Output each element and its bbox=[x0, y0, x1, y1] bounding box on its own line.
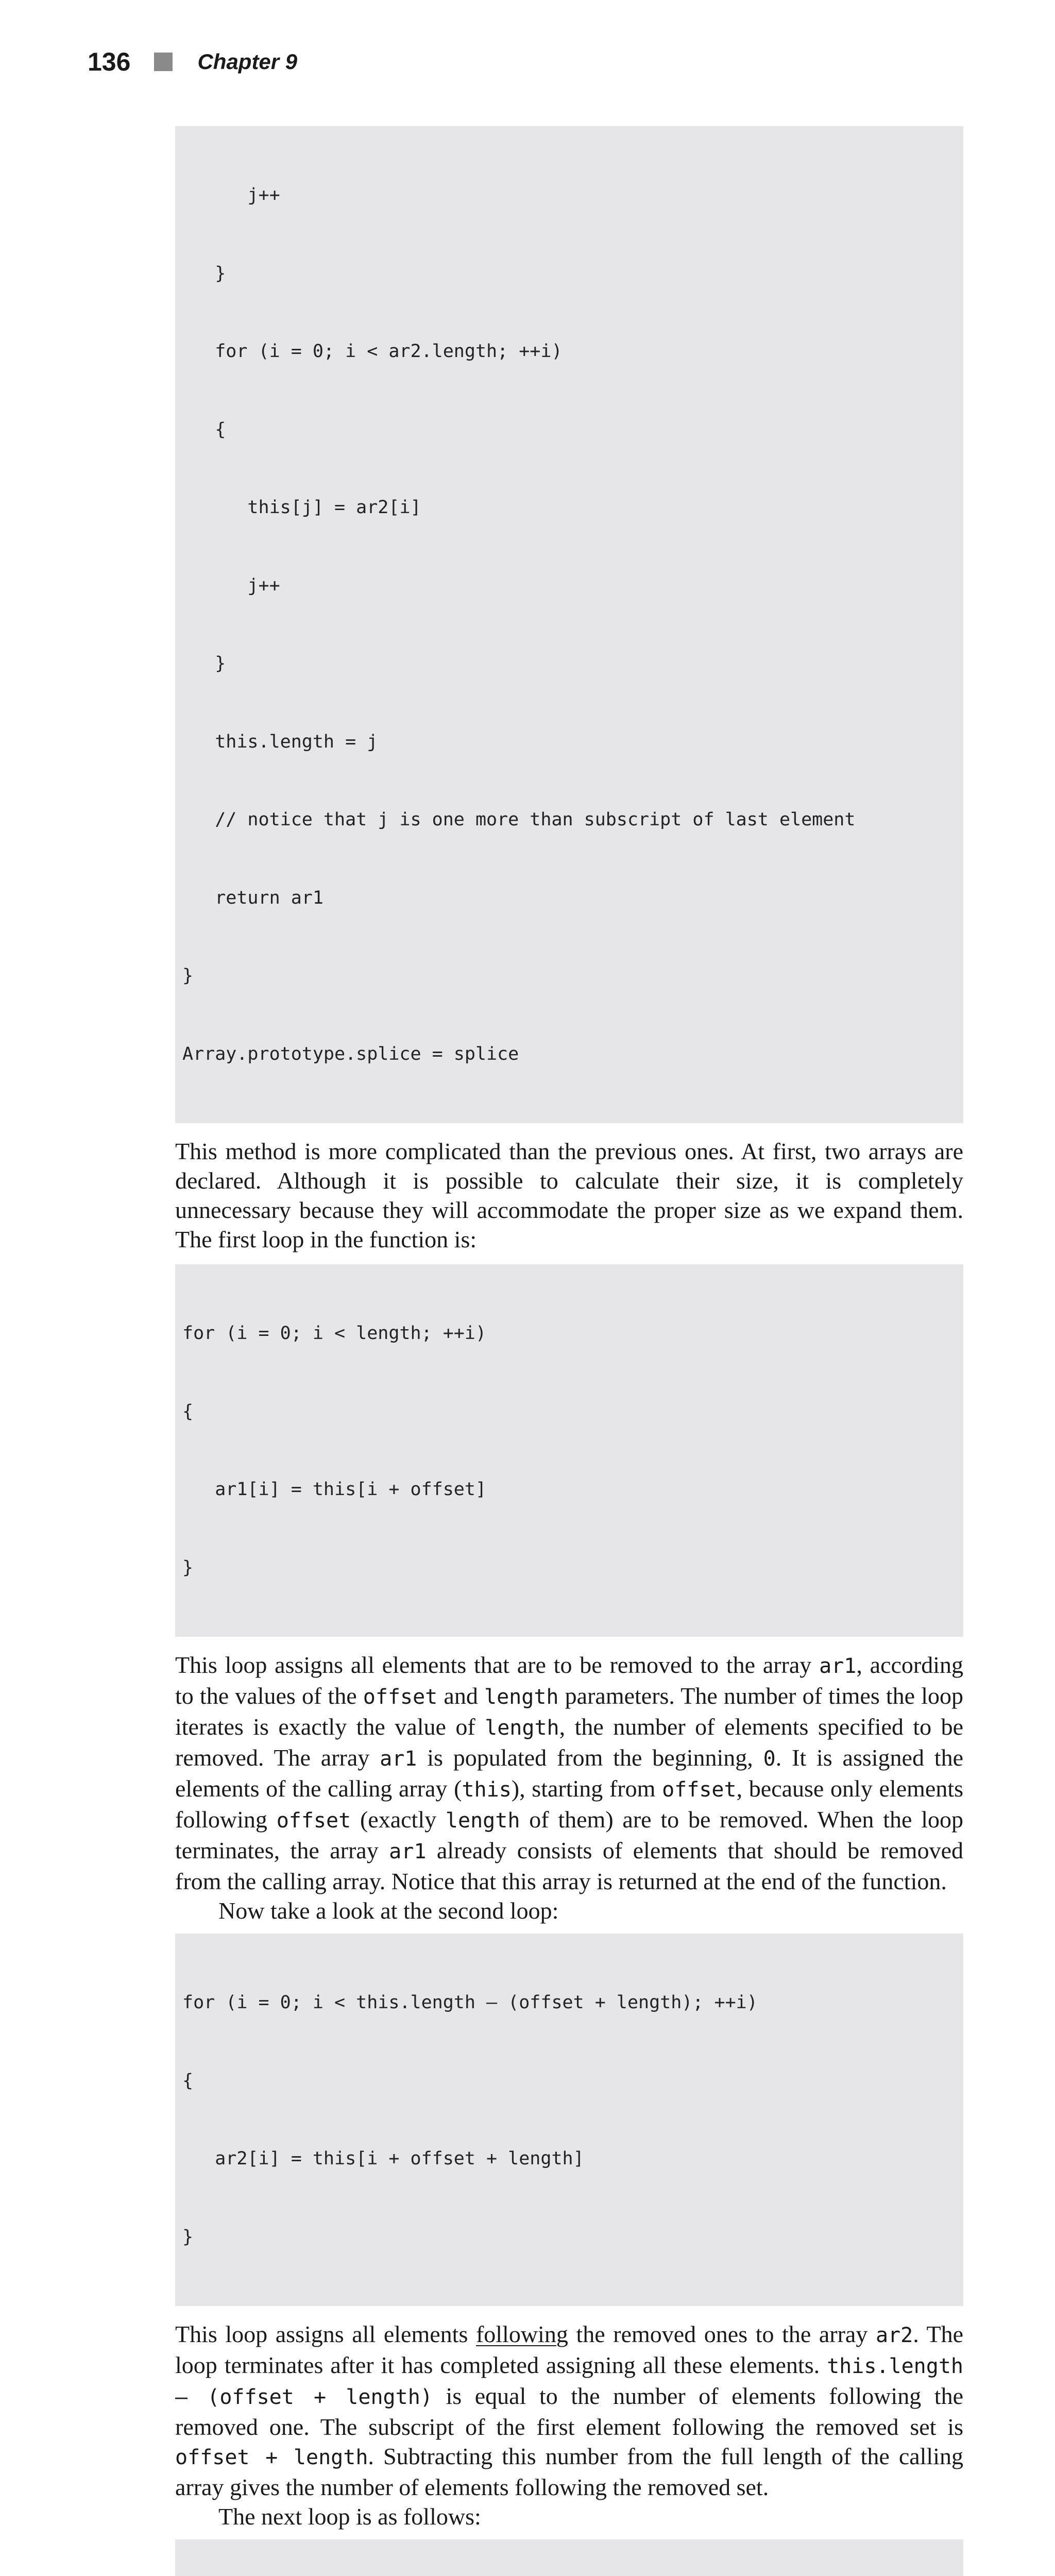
code-line: this[j] = ar2[i] bbox=[182, 497, 421, 518]
paragraph-method-intro: This method is more complicated than the previous ones. At first, two arrays are declared. Although it is possible to calculate their size, it is completely unnecessary because they will accommodate the proper size as we expand them. The first loop in the function is: bbox=[175, 1138, 963, 1252]
paragraph-next-loop-intro: The next loop is as follows: bbox=[218, 2503, 481, 2530]
code-line: { bbox=[182, 419, 226, 440]
inline-code: this bbox=[462, 1778, 512, 1802]
text-run: and bbox=[437, 1683, 485, 1709]
paragraph-first-loop-explanation bbox=[175, 1650, 963, 1896]
inline-code: offset bbox=[276, 1809, 351, 1833]
code-line: // notice that j is one more than subscript of last element bbox=[182, 809, 856, 830]
text-run: , because only elements following bbox=[175, 1775, 964, 1833]
running-header bbox=[88, 45, 297, 78]
inline-code: ar2 bbox=[875, 2324, 913, 2347]
code-line: j++ bbox=[182, 575, 280, 596]
text-run: ), starting from bbox=[511, 1775, 662, 1802]
chapter-label: Chapter 9 bbox=[197, 49, 298, 74]
code-block-splice-end bbox=[175, 126, 963, 1123]
code-line: { bbox=[182, 1401, 194, 1422]
inline-code: offset bbox=[662, 1778, 737, 1802]
code-line: } bbox=[182, 263, 226, 284]
text-run: already consists of elements that should be removed from the calling array. Notice that this array is returned at the end of the function. bbox=[175, 1837, 964, 1894]
text-run: , the number of elements specified to be removed. The array bbox=[175, 1714, 963, 1771]
text-run: the removed ones to the array bbox=[568, 2321, 876, 2347]
code-line: } bbox=[182, 2226, 194, 2247]
header-square-ornament bbox=[154, 53, 173, 71]
underlined-word: following bbox=[475, 2321, 568, 2347]
inline-code: offset + length bbox=[175, 2446, 368, 2469]
code-line: for (i = 0; i < length; ++i) bbox=[182, 1323, 487, 1344]
code-block-first-loop bbox=[175, 1264, 963, 1637]
paragraph-second-loop-intro: Now take a look at the second loop: bbox=[218, 1897, 559, 1924]
inline-code: length bbox=[485, 1716, 559, 1740]
code-line: } bbox=[182, 1557, 194, 1578]
code-line: for (i = 0; i < this.length – (offset + length); ++i) bbox=[182, 1992, 758, 2013]
code-line: return ar1 bbox=[182, 887, 324, 908]
inline-code: ar1 bbox=[380, 1747, 417, 1771]
text-run: (exactly bbox=[351, 1806, 446, 1833]
code-line: } bbox=[182, 653, 226, 674]
code-line: } bbox=[182, 965, 194, 986]
code-line: { bbox=[182, 2070, 194, 2091]
inline-code: offset bbox=[363, 1685, 438, 1709]
code-block-second-loop bbox=[175, 1934, 963, 2306]
code-line: ar2[i] = this[i + offset + length] bbox=[182, 2148, 584, 2169]
text-run: is populated from the beginning, bbox=[417, 1744, 763, 1771]
inline-code: this.length – (offset + length) bbox=[175, 2354, 963, 2409]
page-number: 136 bbox=[88, 47, 131, 76]
code-line: Array.prototype.splice = splice bbox=[182, 1043, 519, 1064]
text-run: is equal to the number of elements following the removed one. The subscript of the first element following the removed set is bbox=[175, 2383, 963, 2440]
inline-code: ar1 bbox=[389, 1840, 427, 1863]
page-body bbox=[175, 126, 963, 2576]
inline-code: length bbox=[445, 1809, 520, 1833]
text-run: This loop assigns all elements bbox=[175, 2321, 476, 2347]
code-line: j++ bbox=[182, 185, 280, 206]
code-line: ar1[i] = this[i + offset] bbox=[182, 1479, 487, 1500]
text-run: of them) are to be removed. When the loop terminates, the array bbox=[175, 1806, 963, 1863]
paragraph-second-loop-explanation bbox=[175, 2319, 963, 2502]
text-run: . The loop terminates after it has completed assigning all these elements. bbox=[175, 2321, 964, 2378]
text-run: , according to the values of the bbox=[175, 1652, 963, 1709]
text-run: . Subtracting this number from the full length of the calling array gives the number of elements following the removed set. bbox=[175, 2443, 963, 2500]
inline-code: length bbox=[484, 1685, 559, 1709]
text-run: parameters. The number of times the loop iterates is exactly the value of bbox=[175, 1683, 964, 1740]
text-run: This loop assigns all elements that are to be removed to the array bbox=[175, 1652, 820, 1678]
code-line: for (i = 0; i < ar2.length; ++i) bbox=[182, 341, 563, 362]
code-line: this.length = j bbox=[182, 731, 378, 752]
inline-code: 0 bbox=[763, 1747, 776, 1771]
inline-code: ar1 bbox=[819, 1654, 857, 1678]
text-run: . It is assigned the elements of the calling array ( bbox=[175, 1744, 963, 1802]
code-block-third-loop bbox=[175, 2539, 963, 2576]
